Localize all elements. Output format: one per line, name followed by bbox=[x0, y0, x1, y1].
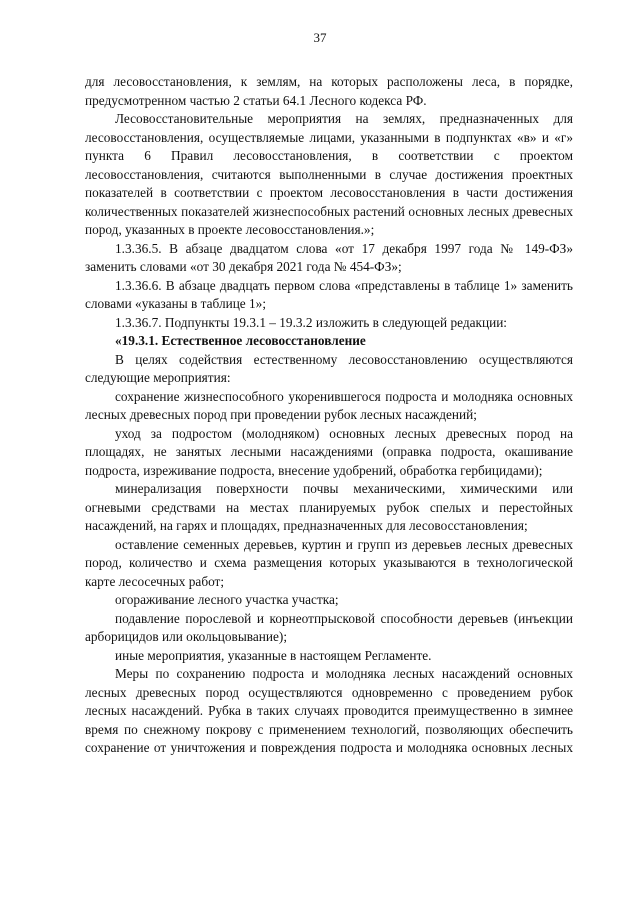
list-item: сохранение жизнеспособного укоренившегося подроста и молодняка основных лесных древесных пород при проведении рубок лесных насаждений; bbox=[85, 388, 573, 422]
list-item: уход за подростом (молодняком) основных лесных древесных пород на площадях, не занятых лесными насаждениями (оправка подроста, окашивание подроста, изреживание подроста, внесение удобрений, обработка гербицидами); bbox=[85, 425, 573, 478]
document-body bbox=[85, 73, 573, 758]
paragraph: 1.3.36.6. В абзаце двадцать первом слова «представлены в таблице 1» заменить словами «указаны в таблице 1»; bbox=[85, 277, 573, 311]
list-item: оставление семенных деревьев, куртин и групп из деревьев лесных древесных пород, количество и схема размещения которых указываются в технологической карте лесосечных работ; bbox=[85, 536, 573, 589]
list-item: минерализация поверхности почвы механическими, химическими или огневыми средствами на местах планируемых рубок спелых и перестойных насаждений, на гарях и площадях, предназначенных для лесовосстановления; bbox=[85, 481, 573, 533]
paragraph: 1.3.36.5. В абзаце двадцатом слова «от 17 декабря 1997 года № 149-ФЗ» заменить словами «от 30 декабря 2021 года № 454-ФЗ»; bbox=[85, 240, 573, 274]
list-item: огораживание лесного участка участка; bbox=[115, 592, 339, 607]
list-item: иные мероприятия, указанные в настоящем Регламенте. bbox=[115, 647, 432, 663]
paragraph: для лесовосстановления, к землям, на которых расположены леса, в порядке, предусмотренном частью 2 статьи 64.1 Лесного кодекса РФ. bbox=[85, 74, 573, 108]
paragraph: Меры по сохранению подроста и молодняка лесных насаждений основных лесных древесных пород осуществляются одновременно с проведением рубок лесных насаждений. Рубка в таких случаях проводится преимущественно в зимнее время по снежному покрову с применением технологий, позволяющих обеспечить сохранение от уничтожения и повреждения подроста и молодняка основных лесных bbox=[85, 666, 573, 755]
page-number: 37 bbox=[313, 30, 327, 45]
list-item: подавление порослевой и корнеотпрысковой способности деревьев (инъекции арборицидов или окольцовывание); bbox=[85, 610, 573, 644]
section-heading: «19.3.1. Естественное лесовосстановление bbox=[115, 333, 366, 348]
paragraph: Лесовосстановительные мероприятия на землях, предназначенных для лесовосстановления, осуществляемые лицами, указанными в подпунктах «в» и «г» пункта 6 Правил лесовосстановления, в соответствии с проектом лесовосстановления, считаются выполненными в случае достижения проектных показателей в соответствии с проектом лесовосстановления в части достижения количественных показателей жизнеспособных растений основных лесных древесных пород, указанных в проекте лесовосстановления.»; bbox=[85, 111, 573, 237]
paragraph: 1.3.36.7. Подпункты 19.3.1 – 19.3.2 изложить в следующей редакции: bbox=[115, 314, 507, 330]
paragraph: В целях содействия естественному лесовосстановлению осуществляются следующие мероприятия: bbox=[85, 351, 573, 385]
